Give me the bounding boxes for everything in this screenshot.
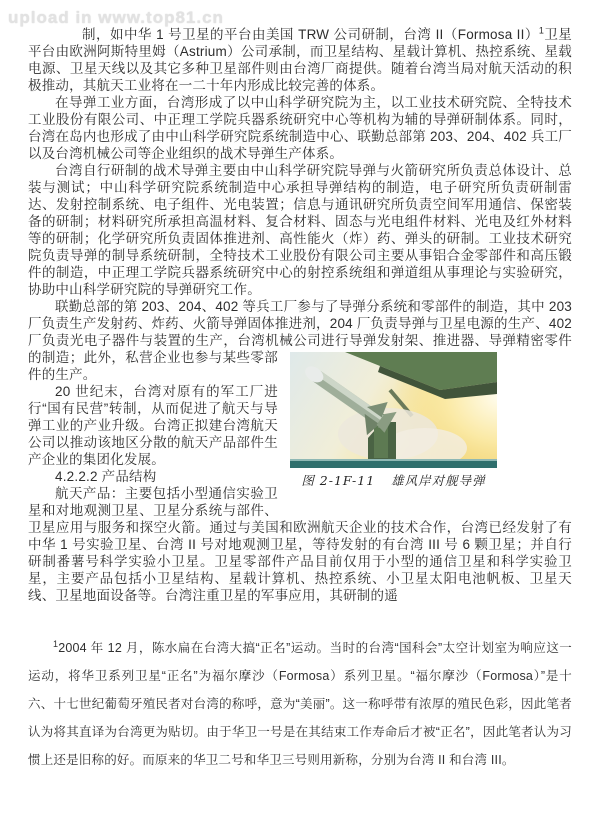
figure-caption	[290, 473, 497, 488]
paragraph-space-products: 航天产品：主要包括小型通信实验卫星和对地观测卫星、卫星分系统与部件、卫星应用与服务和探空火箭。通过与美国和欧洲航天企业的技术合作，台湾已经发射了有中华 1 号实验卫星、台湾 II 号对地观测卫星，等待发射的有台湾 III 号 6 颗卫星；并自行研制番薯号科学实验小卫星。卫星零部件产品目前仅用于小型的通信卫星和科学实验卫星，主要产品包括小卫星结构、星载计算机、热控系统、小卫星太阳电池帆板、卫星天线、卫星地面设备等。台湾注重卫星的军事应用，其研制的遥	[28, 486, 572, 603]
footnote	[28, 634, 572, 774]
missile-photo-image	[290, 352, 497, 468]
figure-title: 雄风岸对舰导弹	[391, 473, 486, 488]
paragraph-research-institutes: 台湾自行研制的战术导弹主要由中山科学研究院导弹与火箭研究所负责总体设计、总装与测试；中山科学研究院系统制造中心承担导弹结构的制造，电子研究所负责研制雷达、发射控制系统、电子组件、光电装置；信息与通讯研究所负责空间军用通信、保密装备的研制；材料研究所承担高温材料、复合材料、固态与光电组件材料、光电及红外材料等的研制；化学研究所负责固体推进剂、高性能火（炸）药、弹头的研制。工业技术研究院负责导弹的制导系统研制，全特技术工业股份有限公司主要从事铝合金零部件和高压锻件的制造，中正理工学院兵器系统研究中心的射控系统组和弹道组从事理论与实验研究，协助中山科学研究院的导弹研究工作。	[28, 163, 572, 297]
missile-photo	[290, 352, 497, 488]
figure-label: 图 2-1F-11	[301, 473, 376, 488]
paragraph-text: 卫星平台由欧洲阿斯特里姆（Astrium）公司承制，而卫星结构、星载计算机、热控系统、星载电源、卫星天线以及其它多种卫星部件则由台湾厂商提供。随着台湾当局对航天活动的积极推动，其航天工业将在一二十年内形成比较完善的体系。	[28, 27, 572, 93]
footnote-text: 2004 年 12 月，陈水扁在台湾大搞“正名”运动。当时的台湾“国科会”太空计划室为响应这一运动，将华卫系列卫星“正名”为福尔摩沙（Formosa）系列卫星。“福尔摩沙（Formosa）”是十六、十七世纪葡萄牙殖民者对台湾的称呼，意为“美丽”。这一称呼带有浓厚的殖民色彩，因此笔者认为将其直译为台湾更为贴切。由于华卫一号是在其结束工作寿命后才被“正名”，因此笔者认为习惯上还是旧称的好。而原来的华卫二号和华卫三号则用新称，分别为台湾 II 和台湾 III。	[28, 641, 572, 767]
watermark-text: upload in www.top81.cn	[8, 8, 224, 27]
paragraph-text: 联勤总部的第 203、204、402 等兵工厂参与了导弹分系统和零部件的制造，其中 203 厂负责生产发射药、炸药、火箭导弹固体推进剂，204 厂负责导弹与卫星电源的生产、402 厂负责光电子器件与装置的生产，台湾机械公司进行导弹发射架、推进器、导弹精密零件的	[28, 299, 572, 365]
section-heading-4222: 4.2.2.2 产品结构	[55, 469, 157, 484]
paragraph-text: 制造；此外，私营企业也参与某些零部件的生产。	[28, 350, 278, 382]
paragraph-missile-industry: 在导弹工业方面，台湾形成了以中山科学研究院为主，以工业技术研究院、全特技术工业股份有限公司、中正理工学院兵器系统研究中心等机构为辅的导弹研制体系。同时，台湾在岛内也形成了由中山科学研究院系统制造中心、联勤总部第 203、204、402 兵工厂以及台湾机械公司等企业组织的战术导弹生产体系。	[28, 95, 572, 161]
paragraph-text: 制，如中华 1 号卫星的平台由美国 TRW 公司研制，台湾 II（Formosa II）	[82, 27, 539, 42]
footnote-ref-1: 1	[538, 25, 545, 36]
document-body	[28, 26, 572, 774]
figure-missile	[290, 352, 572, 488]
footnote-marker: 1	[53, 638, 59, 649]
paragraph-satellite-platform	[28, 26, 572, 94]
paragraph-privatization: 20 世纪末，台湾对原有的军工厂进行“国有民营”转制，从而促进了航天与导弹工业的产业升级。台湾正拟建台湾航天公司以推动该地区分散的航天产品部件生产企业的集团化发展。	[28, 384, 278, 467]
